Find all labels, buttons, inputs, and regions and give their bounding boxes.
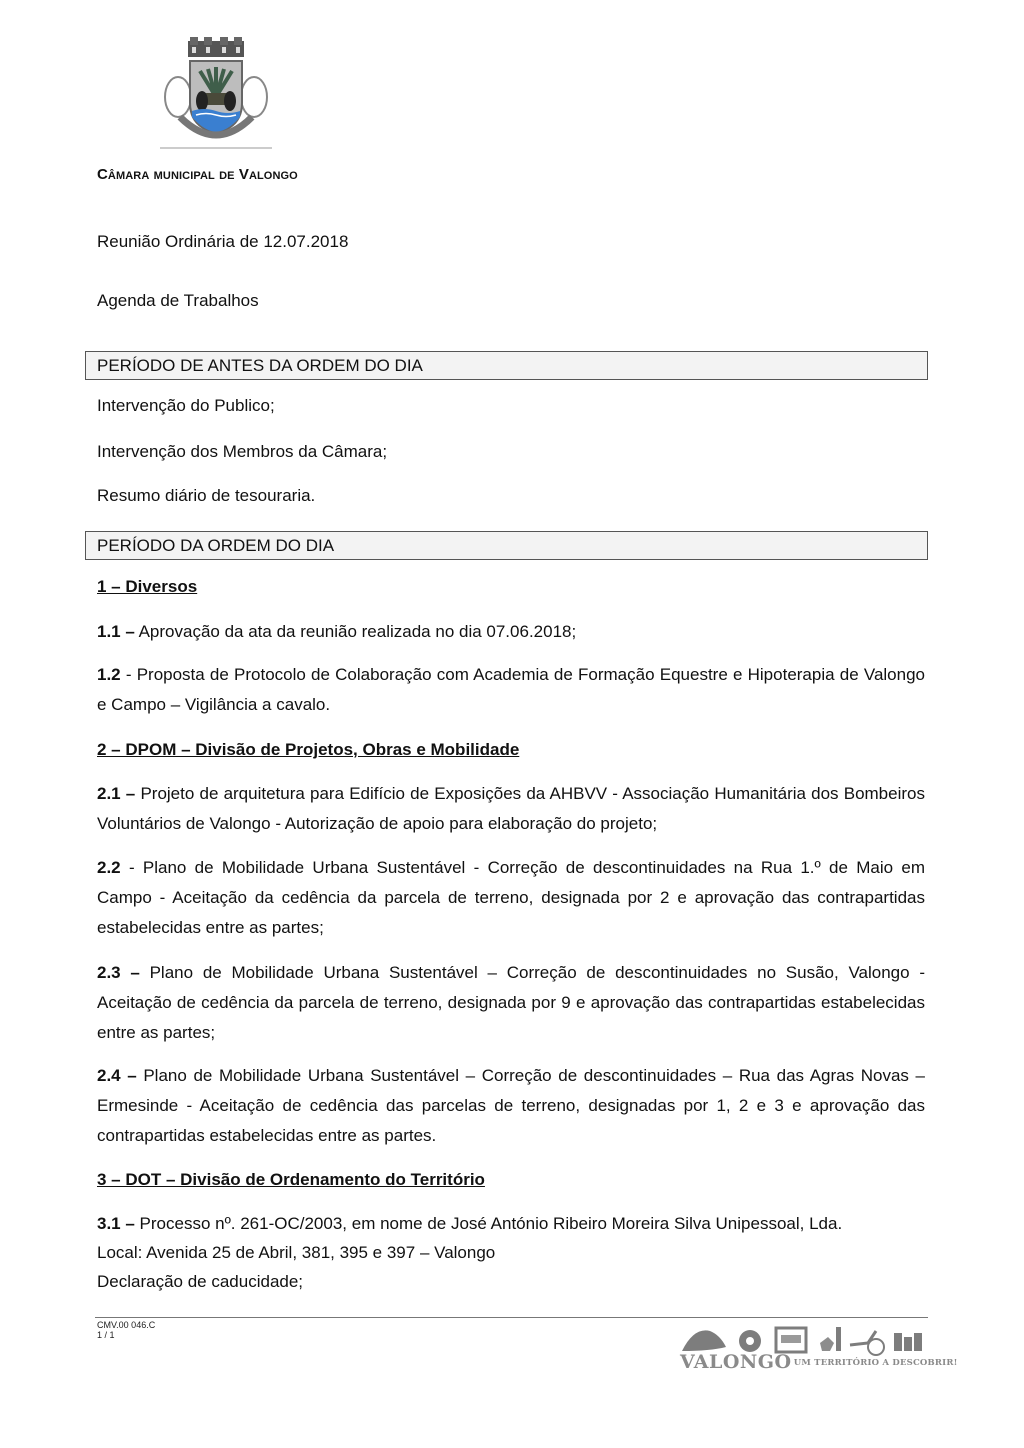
item-number: 1.1 – [97,622,135,641]
item-text: Plano de Mobilidade Urbana Sustentável – Correção de descontinuidades no Susão, Valongo - Aceitação de cedência da parcela de terreno, designada por 9 e aprovação das contrapartidas estabelecidas entre as partes; [97,963,926,1042]
item-text: - Plano de Mobilidade Urbana Sustentável - Correção de descontinuidades na Rua 1.º de Maio em Campo - Aceitação da cedência da parcela de terreno, designada por 2 e aprovação das contrapartidas estabelecidas entre as partes; [97,858,925,937]
municipal-coat-of-arms-icon [160,35,272,149]
item-text: - Proposta de Protocolo de Colaboração com Academia de Formação Equestre e Hipoterapia de Valongo e Campo – Vigilância a cavalo. [97,665,925,714]
item-location: Local: Avenida 25 de Abril, 381, 395 e 397 – Valongo [97,1243,496,1262]
item-number: 1.2 [97,665,121,684]
item-number: 2.3 – [97,963,140,982]
item-text: Aprovação da ata da reunião realizada no dia 07.06.2018; [134,622,577,641]
footer-divider [95,1317,928,1318]
period-before-heading: PERÍODO DE ANTES DA ORDEM DO DIA [97,356,423,375]
section-title: 1 – Diversos [97,577,198,596]
bicycle-rider-icon [850,1331,884,1355]
item-number: 2.2 [97,858,121,877]
item-number: 2.1 – [97,784,136,803]
meeting-title: Reunião Ordinária de 12.07.2018 [97,232,349,251]
agenda-item [97,779,925,839]
mountain-icon [682,1330,726,1351]
section-title: 2 – DPOM – Divisão de Projetos, Obras e Mobilidade [97,740,520,759]
period-before-heading-box [85,351,928,380]
item-number: 2.4 – [97,1066,137,1085]
agenda-item [97,958,925,1048]
flower-icon [739,1330,761,1352]
section-title: 3 – DOT – Divisão de Ordenamento do Território [97,1170,485,1189]
item-decision: Declaração de caducidade; [97,1272,304,1291]
folk-figure-icon [820,1327,841,1351]
list-item: Intervenção do Publico; [97,396,275,415]
item-text: Projeto de arquitetura para Edifício de Exposições da AHBVV - Associação Humanitária dos Bombeiros Voluntários de Valongo - Autorização de apoio para elaboração do projeto; [97,784,925,833]
period-day-heading: PERÍODO DA ORDEM DO DIA [97,536,335,555]
period-day-heading-box [85,531,928,560]
organization-name: Câmara municipal de Valongo [97,166,298,183]
agenda-item [97,853,925,943]
page-number: 1 / 1 [97,1330,115,1340]
agenda-title: Agenda de Trabalhos [97,291,259,310]
church-icon [894,1333,922,1351]
document-code: CMV.00 046.C [97,1320,156,1330]
item-text: Plano de Mobilidade Urbana Sustentável – Correção de descontinuidades – Rua das Agras Novas – Ermesinde - Aceitação de cedência das parcelas de terreno, designadas por 1, 2 e 3 e aprovação das contrapartidas estabelecidas entre as partes. [97,1066,926,1145]
list-item: Resumo diário de tesouraria. [97,486,316,505]
list-item: Intervenção dos Membros da Câmara; [97,442,388,461]
agenda-item [97,660,925,720]
agenda-item [97,617,925,647]
agenda-item [97,1061,925,1151]
item-number: 3.1 – [97,1214,135,1233]
brand-name: VALONGO [680,1351,792,1373]
slate-board-icon [776,1328,806,1352]
agenda-item [97,1209,925,1296]
item-text: Processo nº. 261-OC/2003, em nome de José António Ribeiro Moreira Silva Unipessoal, Lda. [134,1214,843,1233]
brand-slogan: • UM TERRITÓRIO A DESCOBRIR! [785,1358,958,1368]
